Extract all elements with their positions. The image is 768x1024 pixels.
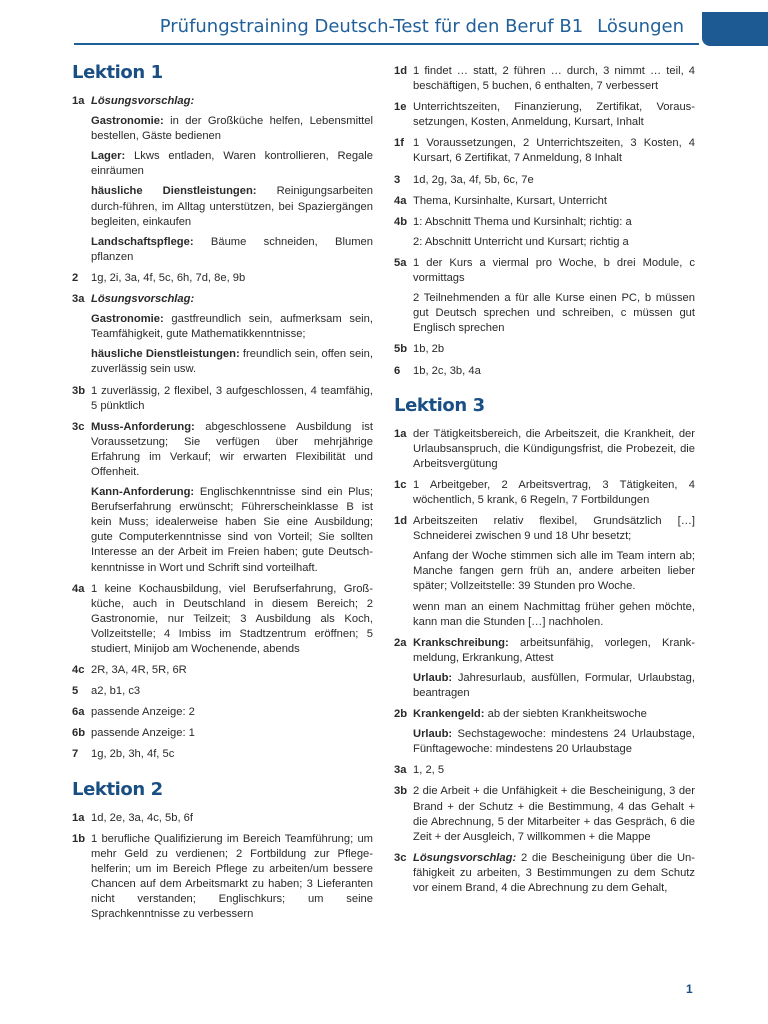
exercise-item xyxy=(394,173,695,188)
answer-text: arbeitsunfähig, vorlegen, Krank-meldung, Erkrankung, Attest xyxy=(413,636,695,664)
answer-paragraph xyxy=(413,727,695,757)
answer-paragraph xyxy=(413,763,695,778)
corner-tab xyxy=(702,12,768,46)
answer-text: 1 der Kurs a viermal pro Woche, b drei Module, c vormittags xyxy=(413,256,695,285)
exercise-body xyxy=(413,763,695,778)
exercise-label: 5 xyxy=(72,685,79,698)
answer-text: Thema, Kursinhalte, Kursart, Unterricht xyxy=(413,194,607,207)
answer-text: 1b, 2c, 3b, 4a xyxy=(413,364,481,377)
exercise-body xyxy=(91,271,373,286)
exercise-label: 1f xyxy=(394,137,404,150)
exercise-label: 4b xyxy=(394,215,408,228)
answer-paragraph xyxy=(413,64,695,94)
answer-paragraph xyxy=(413,671,695,701)
exercise-label: 3a xyxy=(394,764,407,777)
exercise-label: 2b xyxy=(394,708,408,721)
answer-paragraph xyxy=(91,582,373,657)
exercise-label: 1b xyxy=(72,832,86,845)
exercise-body xyxy=(91,663,373,678)
answer-heading: Gastronomie: xyxy=(91,115,164,128)
answer-heading: Krankengeld: xyxy=(413,708,485,721)
exercise-body xyxy=(413,215,695,250)
exercise-item xyxy=(394,784,695,844)
answer-paragraph xyxy=(91,485,373,576)
exercise-item xyxy=(72,582,373,657)
header-rule xyxy=(74,43,699,45)
exercise-item xyxy=(394,136,695,166)
exercise-body xyxy=(91,684,373,699)
answer-text: 1 zuverlässig, 2 flexibel, 3 aufgeschlossen, 4 teamfähig, 5 pünktlich xyxy=(91,384,373,412)
exercise-body xyxy=(91,292,373,377)
answer-text: der Tätigkeitsbereich, die Arbeitszeit, die Krankheit, der Urlaubsanspruch, die Kündigungsfrist, die Probezeit, die Arbeitsvergütung xyxy=(413,427,695,470)
answer-heading: häusliche Dienstleistungen: xyxy=(91,348,240,361)
answer-paragraph xyxy=(413,851,695,896)
exercise-label: 1d xyxy=(394,515,408,528)
lesson-title: Lektion 3 xyxy=(394,394,485,416)
exercise-body xyxy=(413,342,695,357)
answer-paragraph xyxy=(413,707,695,722)
exercise-item xyxy=(72,663,373,678)
answer-text: 1d, 2g, 3a, 4f, 5b, 6c, 7e xyxy=(413,173,534,186)
answer-paragraph xyxy=(413,342,695,357)
answer-heading: Urlaub: xyxy=(413,728,453,741)
exercise-item xyxy=(72,420,373,576)
answer-text: 2R, 3A, 4R, 5R, 6R xyxy=(91,664,187,677)
answer-paragraph xyxy=(91,235,373,265)
answer-text: ab der siebten Krankheitswoche xyxy=(484,708,647,721)
answer-text: 1d, 2e, 3a, 4c, 5b, 6f xyxy=(91,811,194,824)
exercise-item xyxy=(394,364,695,379)
exercise-item xyxy=(394,100,695,130)
answer-text: 1, 2, 5 xyxy=(413,764,445,777)
answer-heading: Urlaub: xyxy=(413,671,453,684)
exercise-item xyxy=(394,636,695,701)
exercise-body xyxy=(413,784,695,844)
answer-paragraph xyxy=(91,384,373,414)
answer-heading: Gastronomie: xyxy=(91,313,164,326)
exercise-body xyxy=(413,364,695,379)
exercise-label: 5b xyxy=(394,343,408,356)
exercise-body xyxy=(91,384,373,414)
answer-text: 1g, 2i, 3a, 4f, 5c, 6h, 7d, 8e, 9b xyxy=(91,271,246,284)
answer-text: Anfang der Woche stimmen sich alle im Team intern ab; Manche fangen gern früh an, andere arbeiten lieber später; Vollzeitstelle: 39 Stunden pro Woche. xyxy=(413,550,695,593)
answer-text: gastfreundlich sein, aufmerksam sein, Teamfähigkeit, gute Mathematikkenntnisse; xyxy=(91,313,373,341)
answer-text: Reinigungsarbeiten durch-führen, im Alltag unterstützen, bei Spaziergängen begleiten, einkaufen xyxy=(91,185,373,228)
answer-text: Englischkenntnisse sind ein Plus; Berufserfahrung erwünscht; Führerscheinklasse B ist kein Muss; idealerweise haben Sie eine Ausbildung; gute Computerkenntnisse sind von Vorteil; Sie sollten Interesse an der Arbeit im Freien haben; gute Deutsch-kenntnisse in Wort und Schrift sind vorteilhaft. xyxy=(91,486,373,574)
answer-heading: Lösungsvorschlag: xyxy=(413,851,517,864)
answer-heading: Muss-Anforderung: xyxy=(91,420,195,433)
exercise-item xyxy=(72,811,373,826)
answer-text: Bäume schneiden, Blumen pflanzen xyxy=(91,235,373,263)
answer-text: freundlich sein, offen sein, zuverlässig sein usw. xyxy=(91,348,373,376)
exercise-item xyxy=(394,514,695,630)
exercise-label: 6a xyxy=(72,706,85,719)
answer-heading: häusliche Dienstleistungen: xyxy=(91,185,257,198)
answer-heading: Krankschreibung: xyxy=(413,636,509,649)
exercise-label: 4a xyxy=(394,194,407,207)
exercise-item xyxy=(72,684,373,699)
exercise-body xyxy=(413,478,695,508)
answer-paragraph xyxy=(413,136,695,166)
exercise-item xyxy=(394,215,695,250)
exercise-item xyxy=(394,256,695,336)
exercise-label: 3c xyxy=(394,851,407,864)
answer-paragraph xyxy=(91,811,373,826)
page-header xyxy=(0,16,684,37)
answer-paragraph xyxy=(91,292,373,307)
exercise-label: 2a xyxy=(394,636,407,649)
exercise-body xyxy=(413,64,695,94)
answer-paragraph xyxy=(91,271,373,286)
answer-paragraph xyxy=(413,215,695,230)
answer-paragraph xyxy=(91,705,373,720)
answer-text: abgeschlossene Ausbildung ist Voraussetzung; Sie verfügen über mehrjährige Erfahrung im Verkauf; wir erwarten Flexibilität und Offenheit. xyxy=(91,420,373,478)
exercise-body xyxy=(91,832,373,923)
answer-text: passende Anzeige: 1 xyxy=(91,727,195,740)
exercise-item xyxy=(72,832,373,923)
answer-paragraph xyxy=(91,832,373,923)
answer-paragraph xyxy=(413,478,695,508)
exercise-body xyxy=(413,173,695,188)
answer-paragraph xyxy=(413,173,695,188)
exercise-body xyxy=(413,427,695,472)
exercise-body xyxy=(413,851,695,896)
exercise-item xyxy=(394,707,695,757)
answer-paragraph xyxy=(413,514,695,544)
answer-text: 2 Teilnehmenden a für alle Kurse einen PC, b müssen gut Deutsch sprechen und schreiben, c müssen gut Englisch sprechen xyxy=(413,292,695,335)
answer-paragraph xyxy=(413,364,695,379)
exercise-item xyxy=(394,194,695,209)
answer-text: Unterrichtszeiten, Finanzierung, Zertifikat, Voraus-setzungen, Kosten, Anmeldung, Kursart, Inhalt xyxy=(413,101,695,129)
exercise-body xyxy=(413,136,695,166)
exercise-item xyxy=(72,747,373,762)
answer-paragraph xyxy=(413,256,695,286)
exercise-label: 5a xyxy=(394,256,407,269)
answer-paragraph xyxy=(413,636,695,666)
exercise-item xyxy=(72,384,373,414)
exercise-body xyxy=(91,811,373,826)
exercise-body xyxy=(91,726,373,741)
answer-heading: Lösungsvorschlag: xyxy=(91,95,195,107)
exercise-label: 1d xyxy=(394,65,408,77)
exercise-label: 6 xyxy=(394,364,401,377)
answer-text: 2 die Bescheinigung über die Un-fähigkeit zu arbeiten, 3 Bestimmungen zu dem Schutz vor einem Brand, 4 die Abrechnung zu dem Gehalt, xyxy=(413,851,695,895)
exercise-body xyxy=(413,100,695,130)
exercise-item xyxy=(72,271,373,286)
exercise-label: 6b xyxy=(72,727,86,740)
answer-text: a2, b1, c3 xyxy=(91,685,141,698)
exercise-item xyxy=(72,705,373,720)
exercise-body xyxy=(91,94,373,265)
exercise-label: 7 xyxy=(72,748,79,761)
exercise-label: 4a xyxy=(72,582,85,595)
exercise-body xyxy=(413,194,695,209)
exercise-label: 1e xyxy=(394,101,407,114)
answer-paragraph xyxy=(91,184,373,229)
answer-paragraph xyxy=(91,747,373,762)
header-title: Prüfungstraining Deutsch-Test für den Beruf B1 xyxy=(159,16,584,37)
answer-text: 1 berufliche Qualifizierung im Bereich Teamführung; um mehr Geld zu verdienen; 2 Fortbildung zur Pflege-helferin; um im Bereich Pflege zu arbeiten/um bessere Chancen auf dem Arbeitsmarkt zu haben; 3 Lieferanten nicht verstanden; Englischkurs; um seine Sprachkenntnisse zu verbessern xyxy=(91,832,373,921)
answer-paragraph xyxy=(413,194,695,209)
answer-text: in der Großküche helfen, Lebensmittel bestellen, Gäste bedienen xyxy=(91,115,373,143)
answer-paragraph xyxy=(91,312,373,342)
answer-text: wenn man an einem Nachmittag früher gehen möchte, kann man die Stunden […] nachholen. xyxy=(413,600,695,628)
answer-text: Sechstagewoche: mindestens 24 Urlaubstage, Fünftagewoche: mindestens 20 Urlaubstage xyxy=(413,728,695,756)
answer-text: 1 keine Kochausbildung, viel Berufserfahrung, Groß-küche, auch in Deutschland in diesem Bereich; 2 Gastronomie, nur Teilzeit; 3 Ausbildung als Koch, Vollzeitstelle; 4 Imbiss im Stadtzentrum eröffnen; 5 studiert, Minijob am Wochenende, abends xyxy=(91,582,373,655)
answer-paragraph xyxy=(413,100,695,130)
answer-paragraph xyxy=(413,549,695,594)
answer-text: Jahresurlaub, ausfüllen, Formular, Urlaubstag, beantragen xyxy=(413,671,695,699)
exercise-label: 3 xyxy=(394,173,401,186)
answer-paragraph xyxy=(91,663,373,678)
left-column xyxy=(72,60,373,928)
answer-paragraph xyxy=(413,235,695,250)
answer-paragraph xyxy=(413,427,695,472)
exercise-label: 3c xyxy=(72,420,85,433)
exercise-label: 3a xyxy=(72,293,85,306)
exercise-body xyxy=(91,420,373,576)
answer-paragraph xyxy=(91,684,373,699)
exercise-body xyxy=(413,256,695,336)
answer-heading: Kann-Anforderung: xyxy=(91,486,195,499)
answer-heading: Landschaftspflege: xyxy=(91,235,194,248)
answer-text: 1 Arbeitgeber, 2 Arbeitsvertrag, 3 Tätigkeiten, 4 wöchentlich, 5 krank, 6 Regeln, 7 Fortbildungen xyxy=(413,478,695,506)
answer-paragraph xyxy=(91,420,373,480)
exercise-item xyxy=(394,342,695,357)
answer-text: Lkws entladen, Waren kontrollieren, Regale einräumen xyxy=(91,150,373,178)
answer-text: 1b, 2b xyxy=(413,343,445,356)
exercise-label: 3b xyxy=(394,785,408,798)
exercise-item xyxy=(394,763,695,778)
answer-text: passende Anzeige: 2 xyxy=(91,706,195,719)
answer-text: 1 Voraussetzungen, 2 Unterrichtszeiten, 3 Kosten, 4 Kursart, 6 Zertifikat, 7 Anmeldung, 8 Inhalt xyxy=(413,137,695,165)
exercise-body xyxy=(91,747,373,762)
answer-text: Arbeitszeiten relativ flexibel, Grundsätzlich […] Schneiderei zwischen 9 und 18 Uhr besetzt; xyxy=(413,515,695,543)
exercise-item xyxy=(394,478,695,508)
exercise-label: 1a xyxy=(72,811,85,824)
exercise-body xyxy=(91,582,373,657)
right-column xyxy=(394,64,695,902)
answer-heading: Lösungsvorschlag: xyxy=(91,293,195,306)
answer-paragraph xyxy=(413,291,695,336)
exercise-label: 1a xyxy=(72,95,85,107)
answer-text: 1g, 2b, 3h, 4f, 5c xyxy=(91,748,175,761)
answer-paragraph xyxy=(413,600,695,630)
exercise-label: 1a xyxy=(394,427,407,440)
answer-paragraph xyxy=(413,784,695,844)
lesson-title: Lektion 2 xyxy=(72,778,163,800)
exercise-item xyxy=(72,292,373,377)
exercise-item xyxy=(394,427,695,472)
exercise-body xyxy=(91,705,373,720)
answer-paragraph xyxy=(91,94,373,109)
exercise-item xyxy=(394,64,695,94)
answer-paragraph xyxy=(91,347,373,377)
exercise-label: 3b xyxy=(72,384,86,397)
exercise-label: 1c xyxy=(394,478,407,491)
answer-text: 1 findet … statt, 2 führen … durch, 3 nimmt … teil, 4 beschäftigen, 5 buchen, 6 enthalten, 7 verbessert xyxy=(413,65,695,93)
answer-paragraph xyxy=(91,726,373,741)
exercise-label: 2 xyxy=(72,271,79,284)
exercise-body xyxy=(413,636,695,701)
header-section: Lösungen xyxy=(597,16,684,37)
lesson-title: Lektion 1 xyxy=(72,62,163,83)
answer-text: 2: Abschnitt Unterricht und Kursart; richtig a xyxy=(413,235,629,248)
answer-paragraph xyxy=(91,149,373,179)
answer-heading: Lager: xyxy=(91,150,126,163)
exercise-body xyxy=(413,707,695,757)
answer-paragraph xyxy=(91,114,373,144)
answer-text: 2 die Arbeit + die Unfähigkeit + die Bescheinigung, 3 der Brand + der Schutz + die Bestimmung, 4 das Gehalt + die Abrechnung, 5 der Mitarbeiter + das Gespräch, 6 die Zeit + der Ausgleich, 7 willkommen + die Mappe xyxy=(413,785,695,843)
answer-text: 1: Abschnitt Thema und Kursinhalt; richtig: a xyxy=(413,215,632,228)
exercise-item xyxy=(72,726,373,741)
exercise-label: 4c xyxy=(72,664,85,677)
page-number: 1 xyxy=(686,982,693,996)
exercise-item xyxy=(72,94,373,265)
exercise-body xyxy=(413,514,695,630)
exercise-item xyxy=(394,851,695,896)
